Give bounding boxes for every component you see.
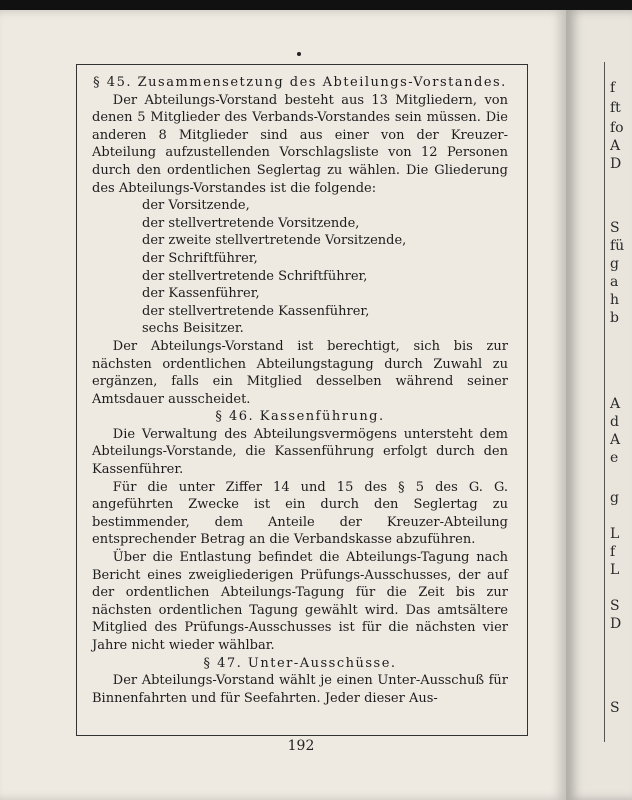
facing-fragment: f <box>610 544 616 560</box>
facing-fragment: L <box>610 526 620 542</box>
list-item: der Vorsitzende, <box>142 198 250 214</box>
paragraph-administration: Die Verwaltung des Abteilungsvermögens untersteht dem Abteilungs-Vorstande, die Kassenführung erfolgt durch den Kassenführer. <box>92 426 508 478</box>
paragraph-contribution: Für die unter Ziffer 14 und 15 des § 5 des G. G. angeführten Zwecke ist ein durch den Seglertag zu bestimmender, dem Anteile der Kreuzer-Abteilung entsprechender Betrag an die Verbandskasse abzuführen. <box>92 479 508 548</box>
page-number: 192 <box>287 738 315 754</box>
facing-fragment: A <box>610 432 621 448</box>
facing-fragment: f <box>610 80 616 96</box>
list-item: der Schriftführer, <box>142 250 258 266</box>
facing-fragment: S <box>610 700 620 716</box>
facing-fragment: D <box>610 156 622 172</box>
section-47-heading: § 47. Unter-Ausschüsse. <box>203 655 397 671</box>
list-item: der Kassenführer, <box>142 286 260 302</box>
facing-fragment: e <box>610 450 619 466</box>
page-body <box>92 74 508 707</box>
facing-fragment: fo <box>610 120 624 136</box>
list-item: der stellvertretende Vorsitzende, <box>142 215 360 231</box>
section-46-heading: § 46. Kassenführung. <box>215 409 385 425</box>
facing-fragment: D <box>610 616 622 632</box>
section-45-heading: § 45. Zusammensetzung des Abteilungs-Vorstandes. <box>93 75 507 90</box>
facing-fragment: A <box>610 396 621 412</box>
paragraph-discharge: Über die Entlastung befindet die Abteilungs-Tagung nach Bericht eines zweigliederigen Prüfungs-Ausschusses, der auf der ordentlichen Abteilungs-Tagung für die Zeit bis zur nächsten ordentlichen Tagung gewählt wird. Das amtsältere Mitglied des Prüfungs-Ausschusses ist für die nächsten vier Jahre nicht wieder wählbar. <box>92 550 508 653</box>
paragraph-composition: Der Abteilungs-Vorstand besteht aus 13 Mitgliedern, von denen 5 Mitglieder des Verbands-Vorstandes sein müssen. Die anderen 8 Mitglieder sind aus einer von der Kreuzer-Abteilung aufzustellenden Vorschlagsliste von 12 Personen durch den ordentlichen Seglertag zu wählen. Die Gliederung des Abteilungs-Vorstandes ist die folgende: <box>92 92 508 196</box>
board-members-list <box>92 197 508 338</box>
list-item: der stellvertretende Schriftführer, <box>142 268 368 284</box>
paragraph-co-option: Der Abteilungs-Vorstand ist berechtigt, sich bis zur nächsten ordentlichen Abteilungstagung durch Zuwahl zu ergänzen, falls ein Mitglied desselben während seiner Amtsdauer ausscheidet. <box>92 338 508 407</box>
facing-fragment: S <box>610 220 620 236</box>
facing-page-frame-line <box>604 62 605 742</box>
facing-fragment: b <box>610 310 619 326</box>
list-item: sechs Beisitzer. <box>142 321 244 337</box>
facing-fragment: A <box>610 138 621 154</box>
ink-dot <box>297 52 301 56</box>
facing-fragment: g <box>610 490 619 506</box>
facing-fragment: L <box>610 562 620 578</box>
facing-fragment: g <box>610 256 619 272</box>
facing-fragment: ft <box>610 100 621 116</box>
facing-fragment: S <box>610 598 620 614</box>
paragraph-subcommittees: Der Abteilungs-Vorstand wählt je einen Unter-Ausschuß für Binnenfahrten und für Seefahrten. Jeder dieser Aus- <box>92 673 508 706</box>
facing-page <box>566 10 632 800</box>
list-item: der stellvertretende Kassenführer, <box>142 303 370 319</box>
facing-fragment: fü <box>610 238 625 254</box>
list-item: der zweite stellvertretende Vorsitzende, <box>142 233 407 249</box>
facing-fragment: a <box>610 274 619 290</box>
facing-fragment: d <box>610 414 619 430</box>
facing-fragment: h <box>610 292 620 308</box>
